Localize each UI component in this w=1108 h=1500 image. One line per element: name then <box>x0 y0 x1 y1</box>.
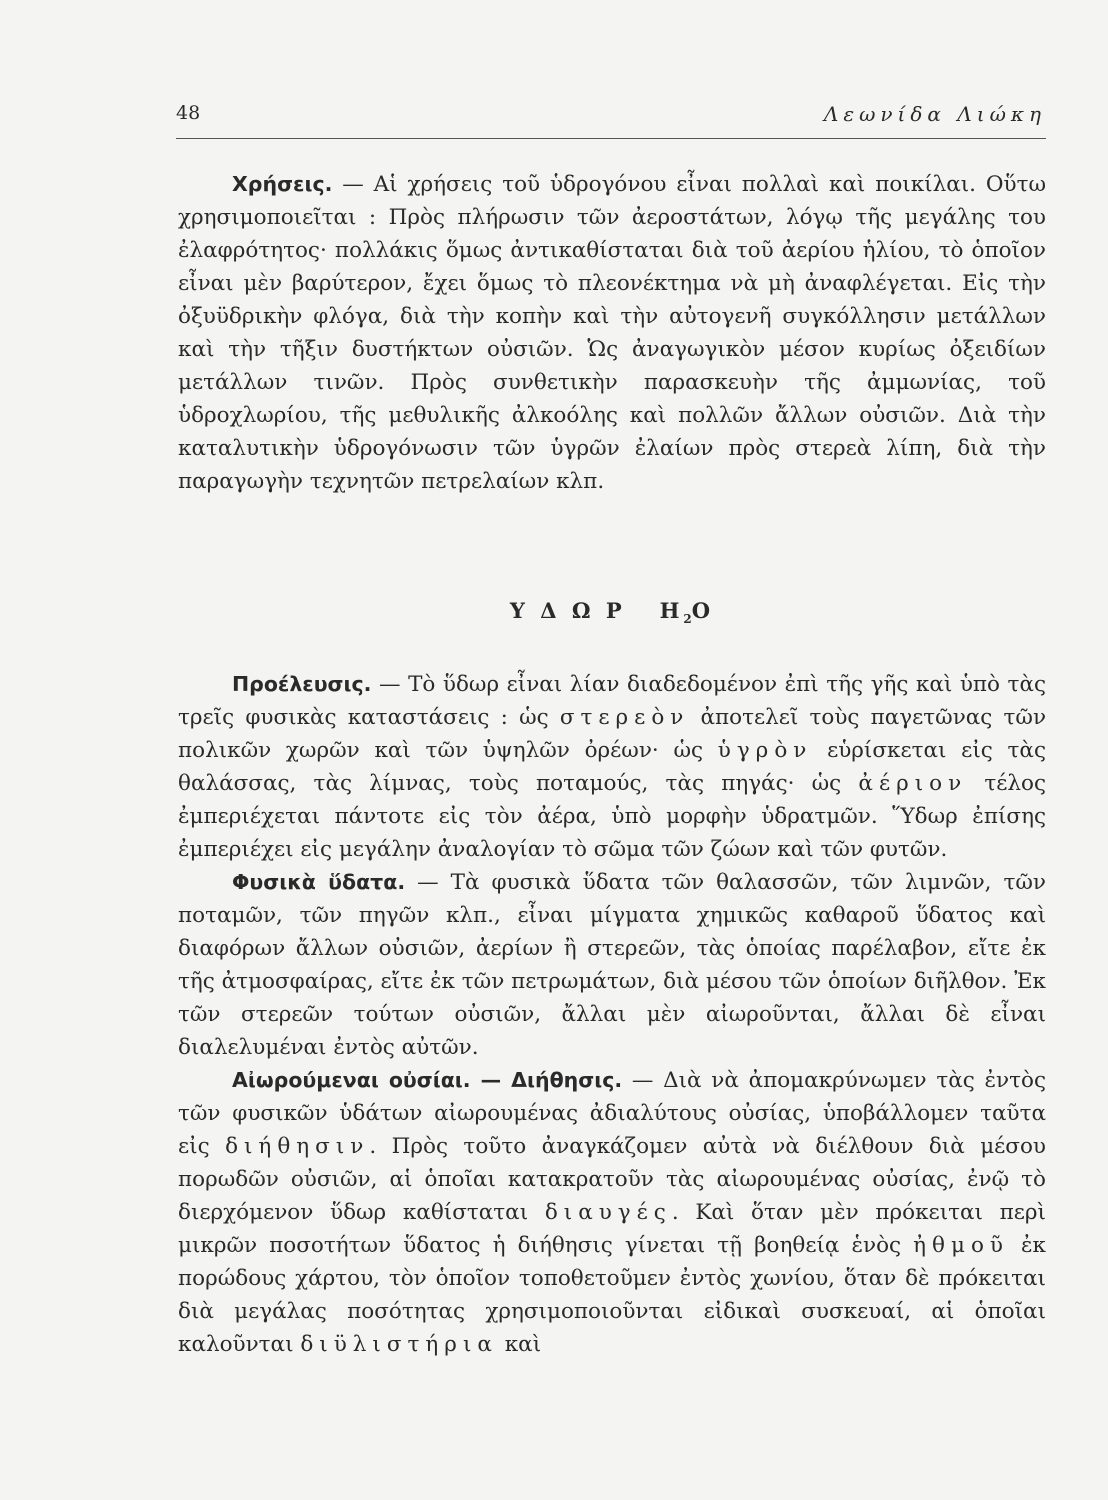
heading-natural-waters: Φυσικὰ ὕδατα. <box>232 870 406 894</box>
text-segment: . Καὶ ὅταν μὲν πρόκειται περὶ μικρῶν ποσοτήτων ὕδατος ἡ διήθησις γίνεται τῇ βοηθείᾳ ἑνὸς <box>178 1200 1046 1258</box>
paragraph-text: — Τὰ φυσικὰ ὕδατα τῶν θαλασσῶν, τῶν λιμνῶν, τῶν ποταμῶν, τῶν πηγῶν κλπ., εἶναι μίγματα χημικῶς καθαροῦ ὕδατος καὶ διαφόρων ἄλλων οὐσιῶν, ἀερίων ἢ στερεῶν, τὰς ὁποίας παρέλαβον, εἴτε ἐκ τῆς ἀτμοσφαίρας, εἴτε ἐκ τῶν πετρωμάτων, διὰ μέσου τῶν ὁποίων διῆλθον. Ἐκ τῶν στερεῶν τούτων οὐσιῶν, ἄλλαι μὲν αἰωροῦνται, ἄλλαι δὲ εἶναι διαλελυμέναι ἐντὸς αὐτῶν. <box>178 870 1046 1060</box>
text-segment: τέλος ἐμπεριέχεται πάντοτε εἰς τὸν ἀέρα, ὑπὸ μορφὴν ὑδρατμῶν. Ὕδωρ ἐπίσης ἐμπεριέχει εἰς μεγάλην ἀναλογίαν τὸ σῶμα τῶν ζώων καὶ τῶν φυτῶν. <box>178 771 1047 862</box>
section-title-text: Υ Δ Ω Ρ <box>509 598 626 623</box>
emphasis-gas: ἀέριον <box>858 771 968 796</box>
heading-origin: Προέλευσις. <box>232 672 372 696</box>
text-segment: καὶ <box>497 1332 542 1357</box>
header-rule <box>176 138 1046 139</box>
emphasis-solid: στερεὸν <box>559 705 690 730</box>
heading-suspended-filtration: Αἰωρούμεναι οὐσίαι. — Διήθησις. <box>232 1068 623 1092</box>
formula-h: H <box>659 598 684 623</box>
text-segment: εὑρίσκεται εἰς τὰς θαλάσσας, τὰς λίμνας, τοὺς ποταμούς, τὰς πηγάς· ὡς <box>178 738 1046 796</box>
emphasis-filters: διϋλιστήρια <box>300 1332 498 1357</box>
paragraph-uses <box>178 168 1046 498</box>
paragraph-text: — Αἱ χρήσεις τοῦ ὑδρογόνου εἶναι πολλαὶ καὶ ποικίλαι. Οὕτω χρησιμοποιεῖται : Πρὸς πλήρωσιν τῶν ἀεροστάτων, λόγῳ τῆς μεγάλης του ἐλαφρότητος· πολλάκις ὅμως ἀντικαθίσταται διὰ τοῦ ἀερίου ἡλίου, τὸ ὁποῖον εἶναι μὲν βαρύτερον, ἔχει ὅμως τὸ πλεονέκτημα νὰ μὴ ἀναφλέγεται. Εἰς τὴν ὀξυϋδρικὴν φλόγα, διὰ τὴν κοπὴν καὶ τὴν αὐτογενῆ συγκόλλησιν μετάλλων καὶ τὴν τῆξιν δυστήκτων οὐσιῶν. Ὡς ἀναγωγικὸν μέσον κυρίως ὀξειδίων μετάλλων τινῶν. Πρὸς συνθετικὴν παρασκευὴν τῆς ἀμμωνίας, τοῦ ὑδροχλωρίου, τῆς μεθυλικῆς ἀλκοόλης καὶ πολλῶν ἄλλων οὐσιῶν. Διὰ τὴν καταλυτικὴν ὑδρογόνωσιν τῶν ὑγρῶν ἐλαίων πρὸς στερεὰ λίπη, διὰ τὴν παραγωγὴν τεχνητῶν πετρελαίων κλπ. <box>178 172 1046 494</box>
heading-uses: Χρήσεις. <box>232 172 333 196</box>
text-segment: — Τὸ ὕδωρ εἶναι λίαν διαδεδομένον ἐπὶ τῆς γῆς καὶ ὑπὸ τὰς τρεῖς φυσικὰς καταστάσεις : ὡς <box>178 672 1047 730</box>
formula-o: O <box>691 598 715 623</box>
emphasis-strainer: ἠθμοῦ <box>913 1233 1009 1258</box>
text-segment: ἐκ πορώδους χάρτου, τὸν ὁποῖον τοποθετοῦμεν ἐντὸς χωνίου, ὅταν δὲ πρόκειται διὰ μεγάλας ποσότητας χρησιμοποιοῦνται εἰδικαὶ συσκευαί, αἱ ὁποῖαι καλοῦνται <box>178 1233 1046 1357</box>
emphasis-liquid: ὑγρὸν <box>717 738 813 763</box>
page-header <box>176 96 1046 136</box>
text-segment: ἀποτελεῖ τοὺς παγετῶνας τῶν πολικῶν χωρῶν καὶ τῶν ὑψηλῶν ὀρέων· ὡς <box>178 705 1047 763</box>
page-number: 48 <box>176 102 201 124</box>
text-segment: . Πρὸς τοῦτο ἀναγκάζομεν αὐτὰ νὰ διέλθουν διὰ μέσου πορωδῶν οὐσιῶν, αἱ ὁποῖαι κατακρατοῦν τὰς αἰωρουμένας οὐσίας, ἐνῷ τὸ διερχόμενον ὕδωρ καθίσταται <box>178 1134 1046 1225</box>
running-head: Λεωνίδα Λιώκη <box>823 102 1046 126</box>
formula-subscript: 2 <box>683 612 692 627</box>
text-segment: — Διὰ νὰ ἀπομακρύνωμεν τὰς ἐντὸς τῶν φυσικῶν ὑδάτων αἰωρουμένας ἀδιαλύτους οὐσίας, ὑποβάλλομεν ταῦτα εἰς <box>178 1068 1046 1159</box>
emphasis-filtration: διήθησιν <box>225 1134 370 1159</box>
paragraph-origin <box>178 668 1046 1361</box>
section-title-water <box>178 598 1046 626</box>
emphasis-clear: διαυγές <box>544 1200 672 1225</box>
